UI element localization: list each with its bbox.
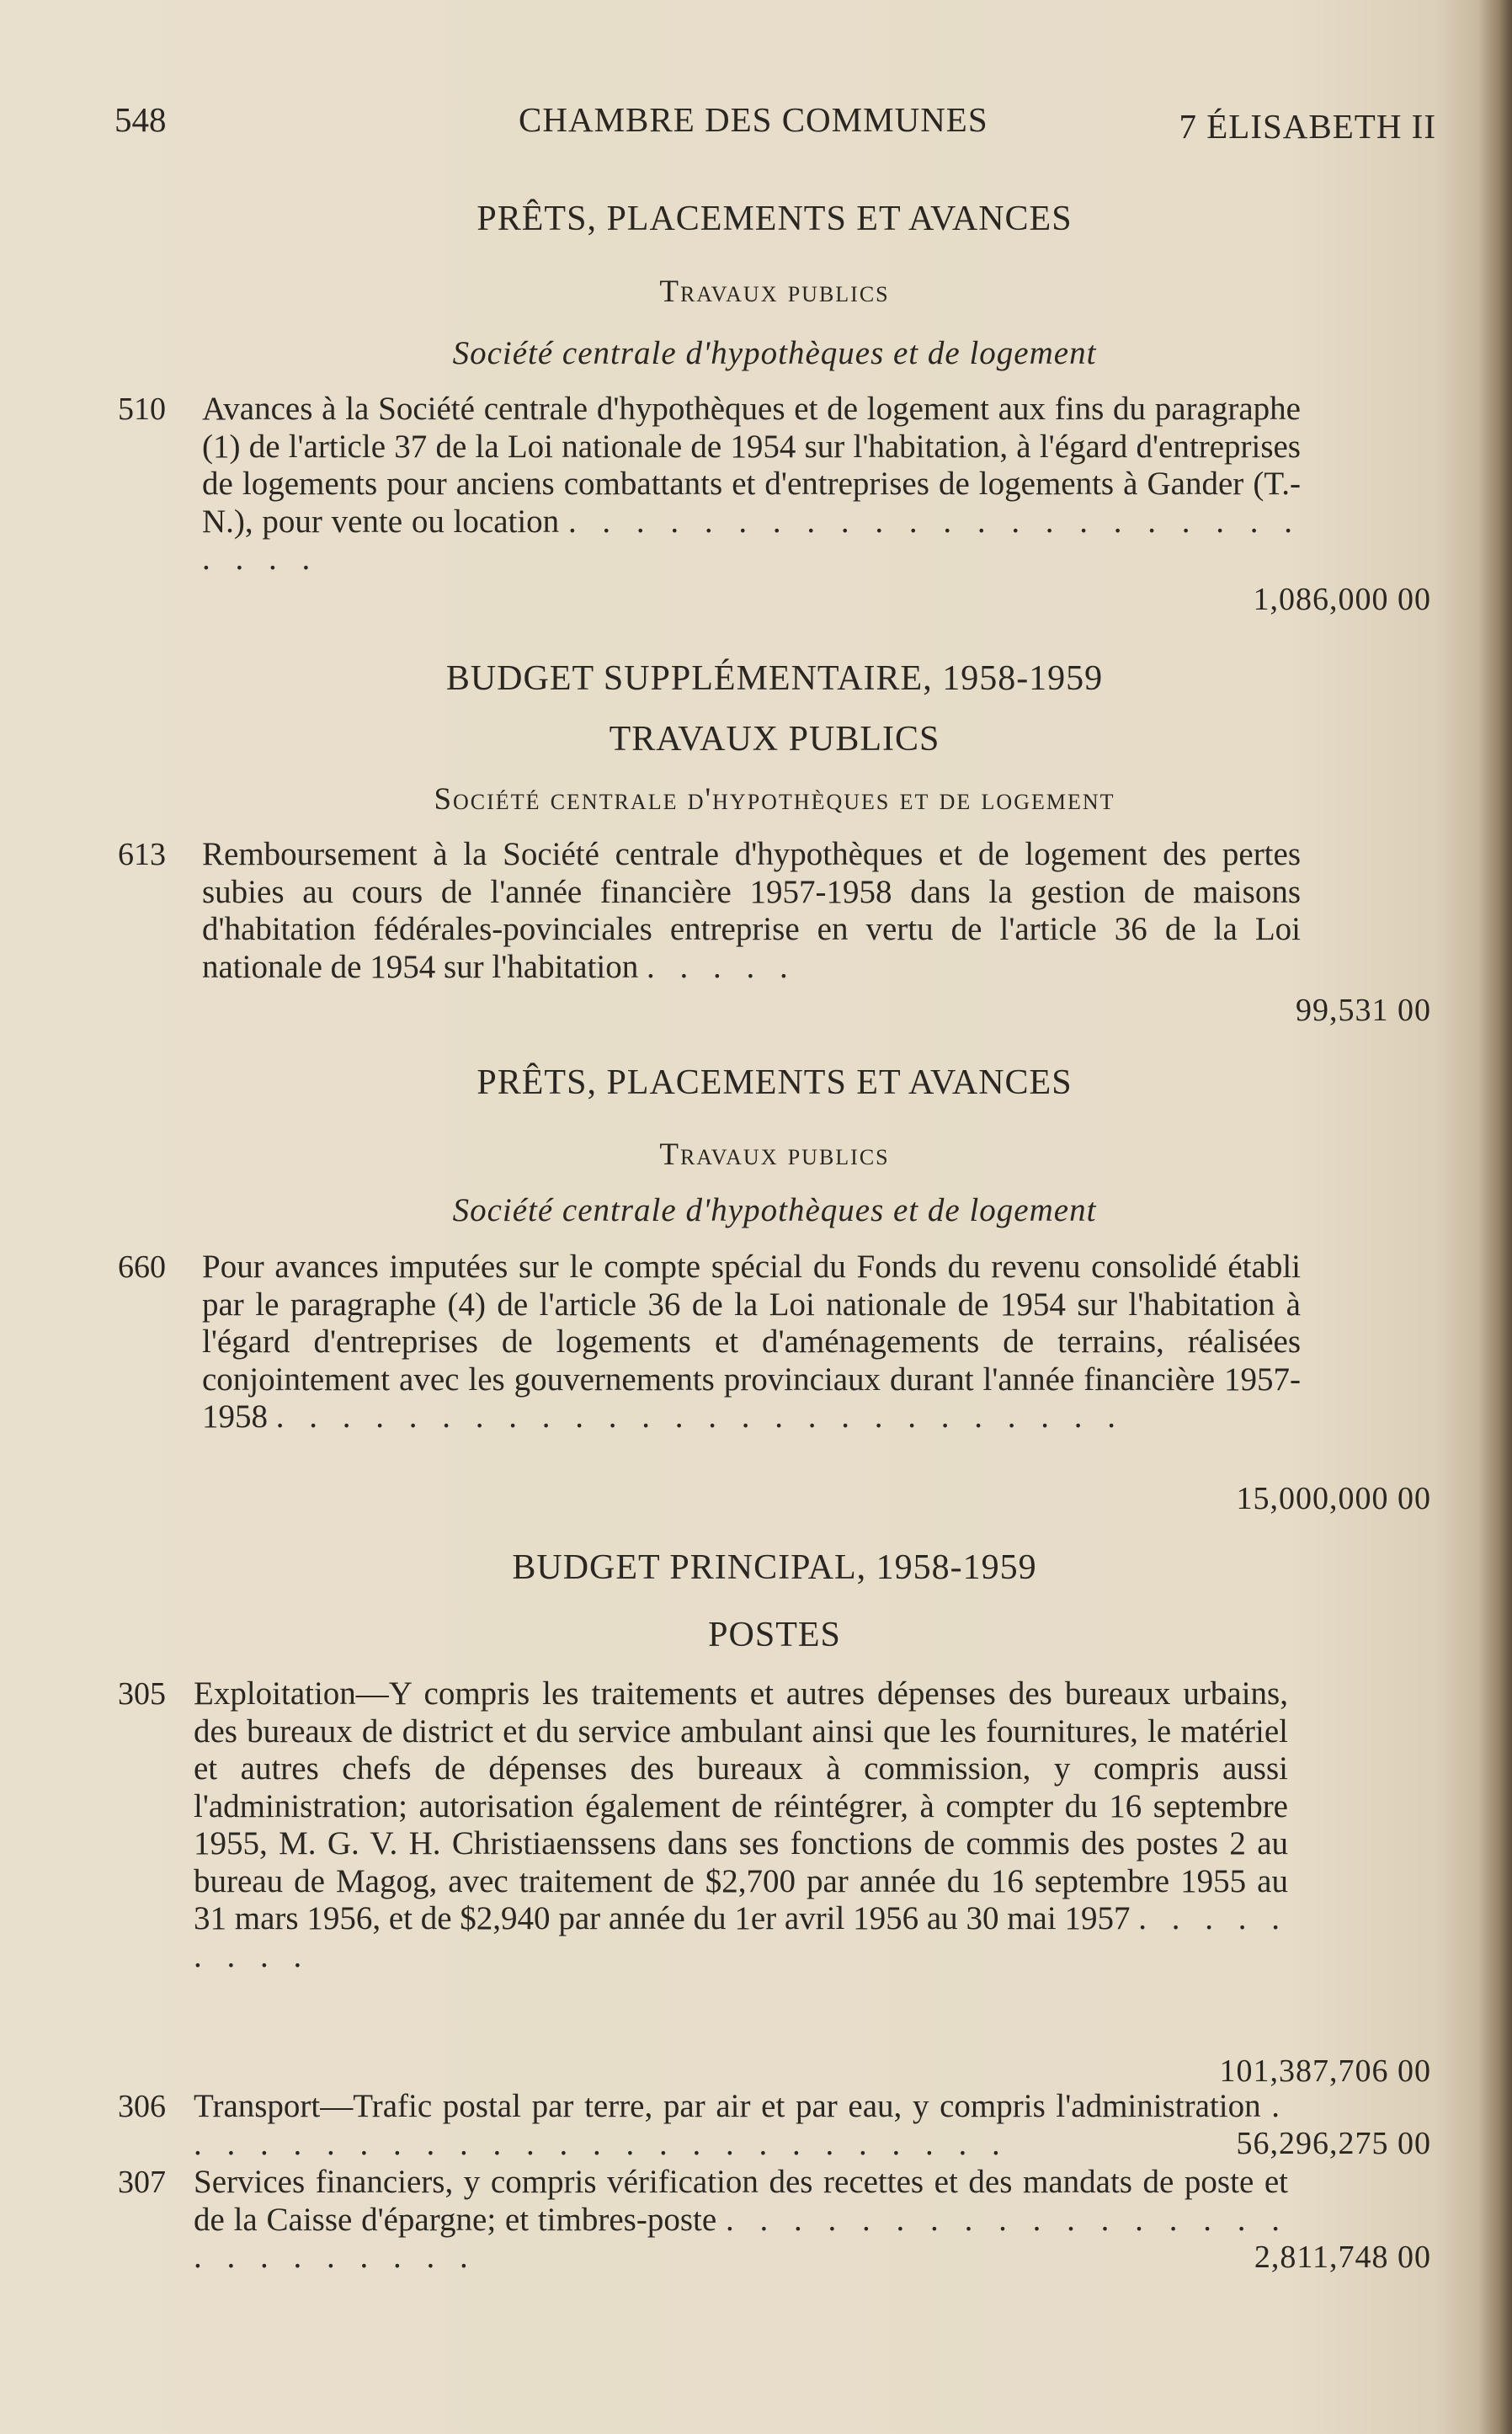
vote-description: Exploitation—Y compris les traitements et autres dépenses des bureaux urbains, des bureaux de district et du service ambulant ainsi que les fournitures, le matériel et autres chefs de dépenses des bureaux à commission, y compris aussi l'administration; autorisation également de réintégrer, à compter du 16 septembre 1955, M. G. V. H. Christiaenssens dans ses fonctions de commis des postes 2 au bureau de Magog, avec traitement de $2,700 par année du 16 septembre 1955 au 31 mars 1956, et de $2,940 par année du 1er avril 1956 au 30 mai 1957 xyxy=(194,1675,1288,1936)
vote-description: Services financiers, y compris vérification des recettes et des mandats de poste et de la Caisse d'épargne; et timbres-poste xyxy=(194,2164,1288,2238)
vote-text xyxy=(194,2164,1288,2277)
agency-heading: Société centrale d'hypothèques et de logement xyxy=(434,782,1115,817)
vote-description: Remboursement à la Société centrale d'hypothèques et de logement des pertes subies au cours de l'année financière 1957-1958 dans la gestion de maisons d'habitation fédérales-povinciales entreprise en vertu de l'article 36 de la Loi nationale de 1954 sur l'habitation xyxy=(202,836,1301,985)
dot-leader: . . . . . xyxy=(647,948,796,985)
vote-amount: 15,000,000 00 xyxy=(1236,1481,1431,1516)
vote-description: Transport—Trafic postal par terre, par air et par eau, y compris l'administration xyxy=(194,2088,1261,2124)
department-heading: Travaux publics xyxy=(659,1137,890,1172)
vote-description: Avances à la Société centrale d'hypothèques et de logement aux fins du paragraphe (1) de l'article 37 de la Loi nationale de 1954 sur l'habitation, à l'égard d'entreprises de logements pour anciens combattants et d'entreprises de logements à Gander (T.-N.), pour vente ou location xyxy=(202,391,1301,540)
vote-text xyxy=(194,2088,1288,2163)
vote-number: 613 xyxy=(118,837,166,872)
agency-heading: Société centrale d'hypothèques et de logement xyxy=(452,1192,1097,1228)
department-heading: Travaux publics xyxy=(659,274,890,309)
page-number: 548 xyxy=(114,100,167,139)
running-head xyxy=(114,99,1436,150)
running-title: CHAMBRE DES COMMUNES xyxy=(519,100,988,139)
vote-text xyxy=(202,836,1301,986)
vote-number: 305 xyxy=(118,1676,166,1712)
department-heading: POSTES xyxy=(708,1616,841,1654)
dot-leader: . . . . . . . . . . . . . . . . . . . . . . . . . . xyxy=(275,1398,1124,1435)
department-heading: TRAVAUX PUBLICS xyxy=(609,720,940,759)
vote-amount: 101,387,706 00 xyxy=(1219,2053,1431,2089)
regnal-year: 7 ÉLISABETH II xyxy=(1179,107,1436,146)
section-heading: BUDGET PRINCIPAL, 1958-1959 xyxy=(512,1548,1037,1587)
dot-leader: . . . . . . . . . . . . . . . . . . . . . . . . . . xyxy=(194,2201,1289,2275)
vote-amount: 56,296,275 00 xyxy=(1236,2126,1431,2161)
section-heading: BUDGET SUPPLÉMENTAIRE, 1958-1959 xyxy=(445,659,1104,698)
vote-number: 510 xyxy=(118,391,166,427)
vote-text xyxy=(202,391,1301,578)
section-heading: PRÊTS, PLACEMENTS ET AVANCES xyxy=(476,200,1073,238)
vote-text xyxy=(194,1675,1288,1975)
vote-number: 307 xyxy=(118,2165,166,2200)
vote-amount: 2,811,748 00 xyxy=(1254,2240,1431,2275)
agency-heading: Société centrale d'hypothèques et de logement xyxy=(452,335,1097,371)
dot-leader: . . . . . . . . . . . . . . . . . . . . . . . . . . xyxy=(202,503,1301,577)
vote-amount: 99,531 00 xyxy=(1296,993,1431,1028)
vote-description: Pour avances imputées sur le compte spécial du Fonds du revenu consolidé établi par le paragraphe (4) de l'article 36 de la Loi nationale de 1954 sur l'habitation à l'égard d'entreprises de logements et d'aménagements de terrains, réalisées conjointement avec les gouvernements provinciaux durant l'année financière 1957-1958 xyxy=(202,1249,1301,1435)
vote-amount: 1,086,000 00 xyxy=(1253,582,1431,617)
dot-leader: . . . . . . . . . xyxy=(194,1900,1289,1974)
vote-number: 306 xyxy=(118,2089,166,2124)
page-edge-shadow xyxy=(1478,0,1512,2434)
vote-text xyxy=(202,1249,1301,1436)
dot-leader: . . . . . . . . . . . . . . . . . . . . . . . . . . xyxy=(194,2088,1288,2162)
section-heading: PRÊTS, PLACEMENTS ET AVANCES xyxy=(476,1063,1073,1102)
vote-number: 660 xyxy=(118,1249,166,1285)
